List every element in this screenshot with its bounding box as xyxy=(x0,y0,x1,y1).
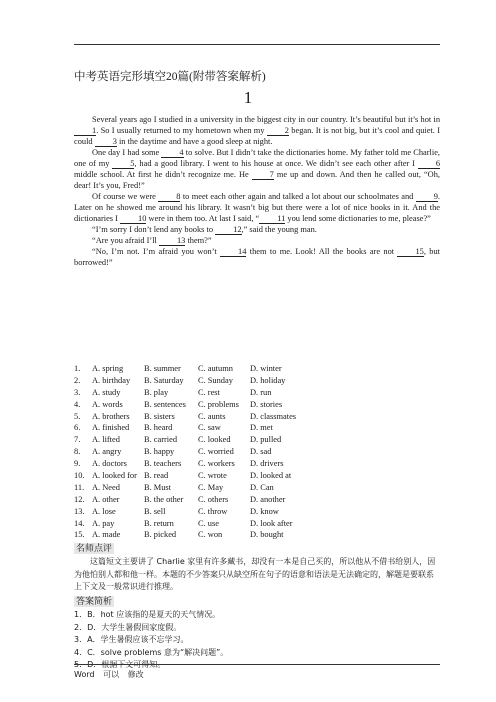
blank-number: 9 xyxy=(416,192,438,202)
option-choice: C. problems xyxy=(198,399,239,409)
blank-number: 8 xyxy=(158,192,180,202)
passage-text: them?” xyxy=(185,236,212,245)
option-choice: C. won xyxy=(198,530,223,540)
passage-text: Of course we were xyxy=(92,192,159,201)
passage-text: were in them too. At last I said, “ xyxy=(146,214,260,223)
option-choice: A. brothers xyxy=(92,411,130,421)
passage-text: to meet each other again and talked a lot about our schoolmates and xyxy=(180,192,416,201)
question-number: 10. xyxy=(74,471,85,481)
option-choice: D. Can xyxy=(250,482,274,492)
option-choice: D. bought xyxy=(250,530,284,540)
passage-paragraph xyxy=(74,246,440,268)
passage-text: me up and down. And then he called out, “Oh, dear! It’s you, Fred!” xyxy=(74,170,440,190)
blank-number: 5 xyxy=(112,159,134,169)
options-list xyxy=(74,364,296,542)
passage-text: , had a good library. I went to his house at once. We didn’t see each other after I xyxy=(134,159,418,168)
option-row xyxy=(74,483,296,495)
option-choice: A. lose xyxy=(92,506,116,516)
option-choice: C. rest xyxy=(198,387,220,397)
question-number: 12. xyxy=(74,494,85,504)
option-choice: B. sentences xyxy=(144,399,186,409)
option-choice: C. autumn xyxy=(198,364,233,373)
option-choice: B. Saturday xyxy=(144,375,184,385)
option-choice: D. look after xyxy=(250,518,293,528)
passage-text: , but borrowed!” xyxy=(74,247,440,267)
answer-item: 4．C．solve problems 意为“解决问题”。 xyxy=(74,647,229,657)
option-row xyxy=(74,435,296,447)
option-choice: C. workers xyxy=(198,459,235,469)
option-choice: A. other xyxy=(92,494,120,504)
question-number: 11. xyxy=(74,482,85,492)
question-number: 3. xyxy=(74,387,81,397)
passage-text: Several years ago I studied in a university in the biggest city in our country. It’s beautiful but it’s hot in xyxy=(92,115,440,124)
blank-number: 11 xyxy=(259,214,285,224)
footer xyxy=(74,669,144,680)
blank-number: 3 xyxy=(95,137,117,147)
footer-keyi: 可以 xyxy=(103,670,120,679)
option-choice: A. pay xyxy=(92,518,115,528)
option-choice: D. met xyxy=(250,423,273,433)
answer-item: 2．D．大学生暑假回家度假。 xyxy=(74,622,182,632)
passage-text: . Later on he showed me around his library. It wasn’t big but there were a lot of nice books in it. And the dictionaries I xyxy=(74,192,440,223)
option-choice: C. looked xyxy=(198,435,231,445)
question-number: 4. xyxy=(74,399,81,409)
footer-word: Word xyxy=(74,670,95,679)
option-row xyxy=(74,507,296,519)
passage-text: you lend some dictionaries to me, please?” xyxy=(285,214,431,223)
option-row xyxy=(74,376,296,388)
footer-xiugai: 修改 xyxy=(127,670,144,679)
option-choice: C. others xyxy=(198,494,229,504)
top-rule xyxy=(74,44,440,45)
option-row xyxy=(74,519,296,531)
passage-text: “Are you afraid I’ll xyxy=(92,236,159,245)
option-row xyxy=(74,412,296,424)
blank-number: 10 xyxy=(120,214,146,224)
option-choice: C. use xyxy=(198,518,219,528)
option-choice: B. happy xyxy=(144,447,175,457)
option-choice: D. stories xyxy=(250,399,283,409)
option-choice: A. Need xyxy=(92,482,120,492)
option-row xyxy=(74,447,296,459)
option-choice: B. sisters xyxy=(144,411,175,421)
option-choice: C. May xyxy=(198,482,224,492)
option-row xyxy=(74,364,296,376)
option-row xyxy=(74,459,296,471)
option-choice: B. Must xyxy=(144,482,171,492)
section-number: 1 xyxy=(243,88,253,107)
question-number: 8. xyxy=(74,447,81,457)
option-choice: A. spring xyxy=(92,364,124,373)
blank-number: 7 xyxy=(252,170,274,180)
passage-text: “I’m sorry I don’t lend any books to xyxy=(92,225,216,234)
passage-paragraph xyxy=(74,191,440,224)
answer-item: 1．B．hot 应该指的是夏天的天气情况。 xyxy=(74,610,221,619)
option-row xyxy=(74,400,296,412)
passage-text: in the daytime and have a good sleep at night. xyxy=(116,137,273,146)
passage-paragraph xyxy=(74,147,440,191)
option-choice: C. Sunday xyxy=(198,375,233,385)
option-choice: D. winter xyxy=(250,364,282,373)
option-choice: B. sell xyxy=(144,506,166,516)
option-row xyxy=(74,495,296,507)
passage-paragraph xyxy=(74,235,440,246)
option-choice: A. angry xyxy=(92,447,122,457)
cloze-passage xyxy=(74,114,440,268)
option-choice: D. looked at xyxy=(250,471,292,481)
option-choice: D. know xyxy=(250,506,279,516)
blank-number: 15 xyxy=(397,247,423,257)
blank-number: 12 xyxy=(215,225,241,235)
answer-item: 3．A．学生暑假应该不忘学习。 xyxy=(74,635,189,644)
option-choice: A. words xyxy=(92,399,123,409)
question-number: 9. xyxy=(74,459,81,469)
passage-text: them to me. Look! All the books are not xyxy=(246,247,398,256)
option-row xyxy=(74,471,296,483)
option-choice: A. looked for xyxy=(92,471,137,481)
option-choice: B. picked xyxy=(144,530,177,540)
passage-text: to solve. But I didn’t take the dictionaries home. My father told me Charlie, one of my xyxy=(74,148,440,168)
option-choice: B. the other xyxy=(144,494,184,504)
option-choice: A. made xyxy=(92,530,121,540)
option-choice: B. teachers xyxy=(144,459,182,469)
comment-label: 名师点评 xyxy=(76,543,113,553)
option-choice: B. heard xyxy=(144,423,173,433)
answer-label: 答案简析 xyxy=(76,596,113,606)
option-choice: B. return xyxy=(144,518,174,528)
option-choice: C. wrote xyxy=(198,471,227,481)
option-choice: D. holiday xyxy=(250,375,286,385)
option-choice: A. lifted xyxy=(92,435,120,445)
option-choice: A. finished xyxy=(92,423,130,433)
comment-text xyxy=(74,556,440,594)
passage-paragraph xyxy=(74,114,440,147)
blank-number: 14 xyxy=(220,247,246,257)
answer-list xyxy=(74,609,440,672)
option-choice: B. play xyxy=(144,387,169,397)
passage-text: began. It is not big, but it’s cool and quiet. I could xyxy=(74,126,440,146)
option-choice: A. birthday xyxy=(92,375,131,385)
question-number: 14. xyxy=(74,518,85,528)
question-number: 6. xyxy=(74,423,81,433)
option-choice: A. doctors xyxy=(92,459,127,469)
option-choice: B. carried xyxy=(144,435,178,445)
blank-number: 1 xyxy=(74,126,96,136)
option-choice: D. run xyxy=(250,387,272,397)
option-choice: A. study xyxy=(92,387,121,397)
question-number: 5. xyxy=(74,411,81,421)
option-choice: D. drivers xyxy=(250,459,284,469)
passage-text: One day I had some xyxy=(92,148,162,157)
document-title: 中考英语完形填空20篇(附带答案解析) xyxy=(74,71,266,83)
option-choice: D. sad xyxy=(250,447,272,457)
option-choice: C. aunts xyxy=(198,411,226,421)
question-number: 15. xyxy=(74,530,85,540)
passage-text: ,” said the young man. xyxy=(241,225,317,234)
question-number: 1. xyxy=(74,364,81,373)
option-choice: C. worried xyxy=(198,447,234,457)
blank-number: 4 xyxy=(161,148,183,158)
option-row xyxy=(74,530,296,542)
passage-text: middle school. At first he didn’t recognize me. He xyxy=(74,170,252,179)
option-row xyxy=(74,423,296,435)
option-choice: B. summer xyxy=(144,364,181,373)
option-choice: B. read xyxy=(144,471,169,481)
blank-number: 13 xyxy=(159,236,185,246)
question-number: 7. xyxy=(74,435,81,445)
option-choice: D. classmates xyxy=(250,411,297,421)
blank-number: 6 xyxy=(418,159,440,169)
question-number: 13. xyxy=(74,506,85,516)
bottom-rule xyxy=(74,664,440,665)
blank-number: 2 xyxy=(267,126,289,136)
option-row xyxy=(74,388,296,400)
question-number: 2. xyxy=(74,375,81,385)
option-choice: C. saw xyxy=(198,423,221,433)
passage-text: “No, I’m not. I’m afraid you won’t xyxy=(92,247,221,256)
option-choice: D. pulled xyxy=(250,435,282,445)
option-choice: D. another xyxy=(250,494,286,504)
comment-paragraph: 这篇短文主要讲了 Charlie 家里有许多藏书，却没有一本是自己买的，所以他从不借书给别人，因为他怕别人都和他一样。本题的不少答案只从缺空所在句子的语意和语法是无法确定的，解题是要联系上下文及一般常识进行推理。 xyxy=(74,557,436,591)
option-choice: C. throw xyxy=(198,506,228,516)
passage-paragraph xyxy=(74,224,440,235)
passage-text: . So I usually returned to my hometown when my xyxy=(96,126,267,135)
